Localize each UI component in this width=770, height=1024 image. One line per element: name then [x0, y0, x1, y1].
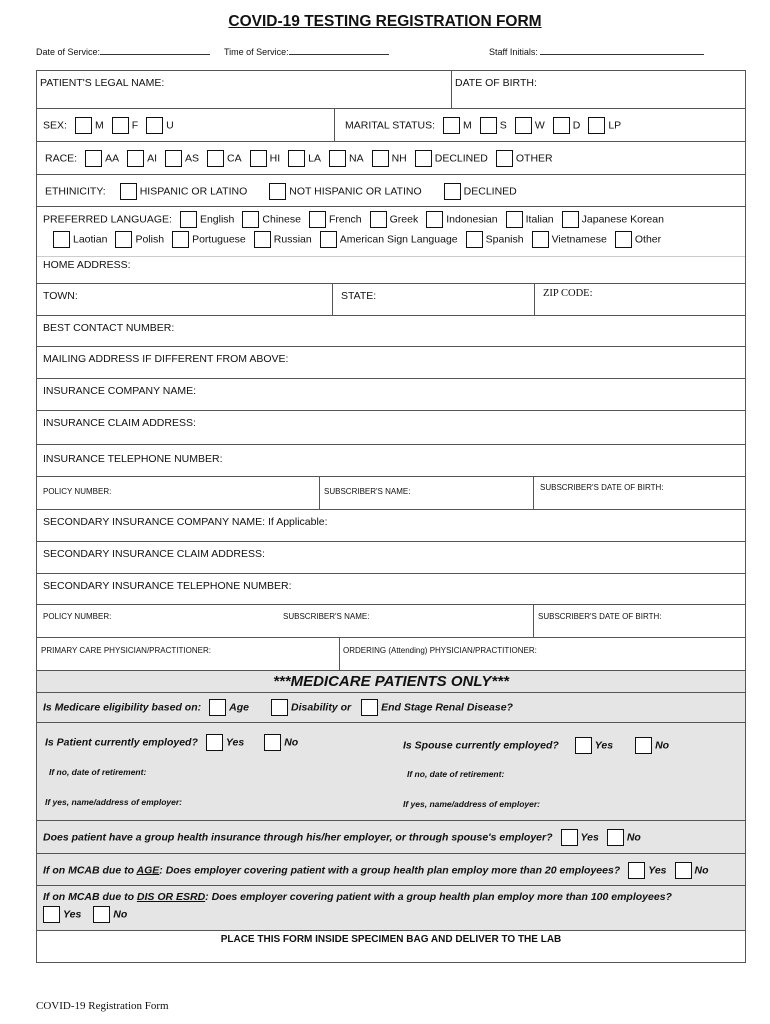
- time-of-service: Time of Service:: [224, 46, 389, 57]
- dis-employer-yes-checkbox[interactable]: [43, 906, 60, 923]
- patient-employed-no-checkbox[interactable]: [264, 734, 281, 751]
- ethnicity-label: ETHINICITY:: [45, 185, 106, 198]
- sex-f-checkbox[interactable]: [112, 117, 129, 134]
- state-field[interactable]: [332, 284, 534, 315]
- footer-text: COVID-19 Registration Form: [36, 1000, 169, 1012]
- secondary-phone-field[interactable]: [37, 574, 745, 605]
- date-of-service: Date of Service:: [36, 46, 210, 57]
- row-eligibility: Is Medicare eligibility based on: Age Disability or End Stage Renal Disease?: [37, 693, 745, 723]
- patient-employed-question: Is Patient currently employed?: [45, 736, 198, 749]
- mailing-address-field[interactable]: [37, 347, 745, 379]
- insurance-company-field[interactable]: [37, 379, 745, 411]
- race-nh-checkbox[interactable]: [372, 150, 389, 167]
- lang-french-checkbox[interactable]: [309, 211, 326, 228]
- instruction-text: PLACE THIS FORM INSIDE SPECIMEN BAG AND DELIVER TO THE LAB: [220, 934, 562, 945]
- subscriber-name-label: SUBSCRIBER'S NAME:: [324, 487, 411, 496]
- lang-greek-checkbox[interactable]: [370, 211, 387, 228]
- marital-m-checkbox[interactable]: [443, 117, 460, 134]
- row-policy: [37, 477, 745, 510]
- dis-employer-no-checkbox[interactable]: [93, 906, 110, 923]
- marital-d-checkbox[interactable]: [553, 117, 570, 134]
- staff-initials-field[interactable]: [540, 46, 704, 55]
- group-insurance-yes-checkbox[interactable]: [561, 829, 578, 846]
- race-declined-checkbox[interactable]: [415, 150, 432, 167]
- row-ethnicity: ETHINICITY: HISPANIC OR LATINO NOT HISPANIC OR LATINO DECLINED: [37, 175, 745, 207]
- marital-s-checkbox[interactable]: [480, 117, 497, 134]
- contact-number-label: BEST CONTACT NUMBER:: [43, 322, 175, 334]
- lang-polish-checkbox[interactable]: [115, 231, 132, 248]
- date-of-service-field[interactable]: [100, 46, 210, 55]
- eligibility-esrd-checkbox[interactable]: [361, 699, 378, 716]
- lang-vietnamese-checkbox[interactable]: [532, 231, 549, 248]
- secondary-subscriber-label: SUBSCRIBER'S NAME:: [283, 612, 370, 621]
- group-insurance-question: Does patient have a group health insurance through his/her employer, or through spouse's employer?: [43, 831, 553, 844]
- race-la-checkbox[interactable]: [288, 150, 305, 167]
- ethnicity-hispanic-checkbox[interactable]: [120, 183, 137, 200]
- age-employer-no-checkbox[interactable]: [675, 862, 692, 879]
- secondary-subscriber-dob-field[interactable]: [533, 605, 745, 637]
- age-question: If on MCAB due to: [43, 864, 137, 877]
- subscriber-name-field[interactable]: [319, 477, 533, 509]
- race-ca-checkbox[interactable]: [207, 150, 224, 167]
- policy-number-label: POLICY NUMBER:: [43, 487, 112, 496]
- row-group-insurance: Does patient have a group health insurance through his/her employer, or through spouse's employer? Yes No: [37, 821, 745, 854]
- ordering-physician-label: ORDERING (Attending) PHYSICIAN/PRACTITIONER:: [343, 646, 537, 655]
- subscriber-dob-field[interactable]: [533, 477, 745, 509]
- marital-w-checkbox[interactable]: [515, 117, 532, 134]
- secondary-subscriber-dob-label: SUBSCRIBER'S DATE OF BIRTH:: [538, 612, 662, 621]
- row-dis-employer: If on MCAB due to DIS OR ESRD: Does employer covering patient with a group health plan employ more than 100 employees? Yes No: [37, 886, 745, 931]
- race-hi-checkbox[interactable]: [250, 150, 267, 167]
- lang-english-checkbox[interactable]: [180, 211, 197, 228]
- spouse-employed-yes-checkbox[interactable]: [575, 737, 592, 754]
- eligibility-disability-checkbox[interactable]: [271, 699, 288, 716]
- race-other-checkbox[interactable]: [496, 150, 513, 167]
- lang-asl-checkbox[interactable]: [320, 231, 337, 248]
- row-employment: Is Patient currently employed? Yes No Is Spouse currently employed? Yes No If no, date of retirement: If no, date of retirement: If yes, name/address of employer: If yes, name/address of employer:: [37, 723, 745, 821]
- lang-russian-checkbox[interactable]: [254, 231, 271, 248]
- ethnicity-not-hispanic-checkbox[interactable]: [269, 183, 286, 200]
- patient-retirement-label: If no, date of retirement:: [49, 767, 147, 777]
- race-as-checkbox[interactable]: [165, 150, 182, 167]
- age-employer-yes-checkbox[interactable]: [628, 862, 645, 879]
- row-age-employer: If on MCAB due to AGE: Does employer covering patient with a group health plan employ more than 20 employees? Yes No: [37, 854, 745, 886]
- spouse-employed-no-checkbox[interactable]: [635, 737, 652, 754]
- lang-portuguese-checkbox[interactable]: [172, 231, 189, 248]
- secondary-company-label: SECONDARY INSURANCE COMPANY NAME: If Applicable:: [43, 516, 328, 528]
- secondary-claim-label: SECONDARY INSURANCE CLAIM ADDRESS:: [43, 548, 265, 560]
- race-aa-checkbox[interactable]: [85, 150, 102, 167]
- mailing-address-label: MAILING ADDRESS IF DIFFERENT FROM ABOVE:: [43, 353, 289, 365]
- lang-other-checkbox[interactable]: [615, 231, 632, 248]
- race-label: RACE:: [45, 152, 78, 165]
- row-language: PREFERRED LANGUAGE: English Chinese French Greek Indonesian Italian Japanese Korean Laotian Polish Portuguese Russian American Sign Language Spanish Vietnamese Other HOME ADDRESS:: [37, 207, 745, 284]
- row-race: RACE: AA AI AS CA HI LA NA NH DECLINED OTHER: [37, 142, 745, 175]
- lang-spanish-checkbox[interactable]: [466, 231, 483, 248]
- insurance-company-label: INSURANCE COMPANY NAME:: [43, 385, 197, 397]
- insurance-claim-label: INSURANCE CLAIM ADDRESS:: [43, 417, 196, 429]
- legal-name-label: PATIENT'S LEGAL NAME:: [40, 77, 165, 89]
- lang-laotian-checkbox[interactable]: [53, 231, 70, 248]
- patient-employer-label: If yes, name/address of employer:: [45, 797, 182, 807]
- primary-physician-label: PRIMARY CARE PHYSICIAN/PRACTITIONER:: [41, 646, 211, 655]
- lang-indonesian-checkbox[interactable]: [426, 211, 443, 228]
- instruction-row: [37, 931, 745, 962]
- dob-field[interactable]: [451, 71, 745, 108]
- medicare-heading: ***MEDICARE PATIENTS ONLY***: [273, 673, 509, 690]
- eligibility-question: Is Medicare eligibility based on:: [43, 701, 202, 714]
- dob-label: DATE OF BIRTH:: [455, 77, 537, 89]
- contact-number-field[interactable]: [37, 316, 745, 347]
- zip-field[interactable]: [534, 284, 745, 315]
- lang-italian-checkbox[interactable]: [506, 211, 523, 228]
- row-town: [37, 284, 745, 316]
- ethnicity-declined-checkbox[interactable]: [444, 183, 461, 200]
- secondary-company-field[interactable]: [37, 510, 745, 542]
- spouse-employed-question: Is Spouse currently employed?: [403, 739, 559, 752]
- spouse-employer-label: If yes, name/address of employer:: [403, 799, 540, 809]
- row-sex-marital: SEX: M F U MARITAL STATUS: M S W D LP: [37, 109, 745, 142]
- eligibility-age-checkbox[interactable]: [209, 699, 226, 716]
- row-secondary-policy: [37, 605, 745, 638]
- insurance-phone-label: INSURANCE TELEPHONE NUMBER:: [43, 453, 223, 465]
- race-ai-checkbox[interactable]: [127, 150, 144, 167]
- race-na-checkbox[interactable]: [329, 150, 346, 167]
- group-insurance-no-checkbox[interactable]: [607, 829, 624, 846]
- marital-cell: MARITAL STATUS: M S W D LP: [334, 109, 745, 141]
- state-label: STATE:: [341, 290, 377, 302]
- staff-initials: Staff Initials:: [489, 46, 704, 57]
- medicare-heading-row: [37, 671, 745, 693]
- row-name-dob: [37, 71, 745, 109]
- marital-label: MARITAL STATUS:: [345, 119, 436, 132]
- sex-u-checkbox[interactable]: [146, 117, 163, 134]
- lang-chinese-checkbox[interactable]: [242, 211, 259, 228]
- secondary-policy-label: POLICY NUMBER:: [43, 612, 112, 621]
- form-title: COVID-19 TESTING REGISTRATION FORM: [228, 13, 542, 30]
- registration-form: [36, 70, 746, 963]
- marital-lp-checkbox[interactable]: [588, 117, 605, 134]
- secondary-phone-label: SECONDARY INSURANCE TELEPHONE NUMBER:: [43, 580, 292, 592]
- ordering-physician-field[interactable]: [339, 638, 745, 670]
- spouse-retirement-label: If no, date of retirement:: [407, 769, 505, 779]
- row-physician: [37, 638, 745, 671]
- zip-label: ZIP CODE:: [543, 288, 593, 299]
- town-label: TOWN:: [43, 290, 78, 302]
- home-address-field[interactable]: HOME ADDRESS:: [37, 256, 745, 283]
- dis-question: If on MCAB due to: [43, 891, 137, 903]
- secondary-claim-field[interactable]: [37, 542, 745, 574]
- insurance-phone-field[interactable]: [37, 445, 745, 477]
- sex-m-checkbox[interactable]: [75, 117, 92, 134]
- sex-label: SEX:: [43, 119, 67, 132]
- insurance-claim-field[interactable]: [37, 411, 745, 445]
- time-of-service-field[interactable]: [289, 46, 389, 55]
- lang-japanese-korean-checkbox[interactable]: [562, 211, 579, 228]
- language-label: PREFERRED LANGUAGE:: [43, 213, 172, 226]
- patient-employed-yes-checkbox[interactable]: [206, 734, 223, 751]
- subscriber-dob-label: SUBSCRIBER'S DATE OF BIRTH:: [540, 483, 664, 492]
